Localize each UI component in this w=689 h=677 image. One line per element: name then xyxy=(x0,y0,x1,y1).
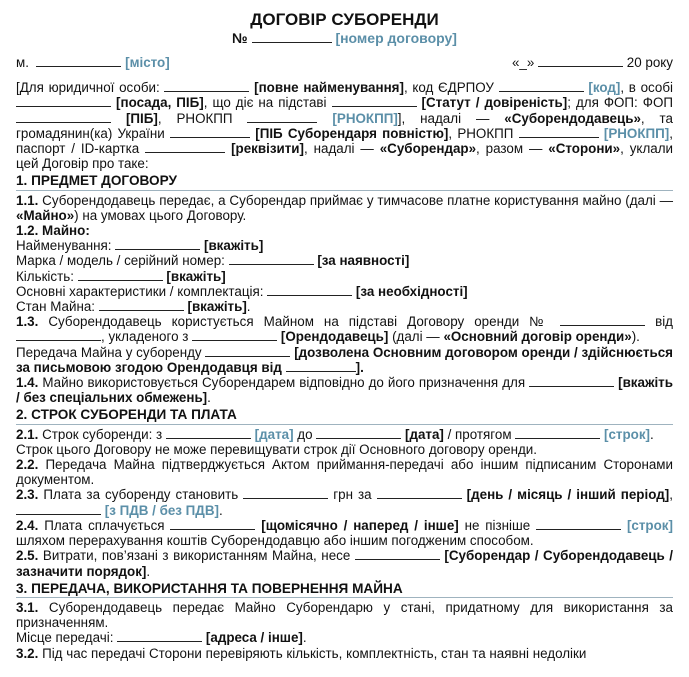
field-placeholder: [адреса / інше] xyxy=(205,630,303,646)
field-label: Стан Майна: xyxy=(16,299,96,315)
placeholder-term: [строк] xyxy=(604,426,650,442)
date-day: «_» xyxy=(511,55,535,70)
city-blank[interactable] xyxy=(36,55,121,67)
clause-text: , укладеного з xyxy=(101,329,189,345)
blank[interactable] xyxy=(145,141,225,153)
blank[interactable] xyxy=(78,269,163,281)
blank[interactable] xyxy=(529,375,614,387)
blank[interactable] xyxy=(247,111,317,123)
clause-text: Плата за суборенду становить xyxy=(43,487,239,503)
blank[interactable] xyxy=(515,427,600,439)
blank[interactable] xyxy=(267,284,352,296)
clause-1-1 xyxy=(16,193,673,223)
property-spec-row xyxy=(16,284,673,299)
intro-text: , надалі — xyxy=(303,141,374,157)
clause-text: Передача Майна у суборенду xyxy=(16,344,202,360)
clause-text: Під час передачі Сторони перевіряють кількість, комплектність, стан та наявні недоліки xyxy=(42,645,587,661)
field-label: Марка / модель / серійний номер: xyxy=(16,253,225,269)
intro-text: , паспорт / ID-картка xyxy=(16,125,673,157)
placeholder-subtenant-name: [ПІБ Суборендаря повністю] xyxy=(255,125,449,141)
blank[interactable] xyxy=(499,80,584,92)
clause-2-1: 2.1. Строк суборенди: з [дата] до [дата] / протягом [строк]. xyxy=(16,426,654,442)
clause-text: Плата сплачується xyxy=(44,517,165,533)
blank[interactable] xyxy=(99,299,184,311)
blank[interactable] xyxy=(519,126,599,138)
clause-number: 1.3. xyxy=(16,314,39,330)
intro-text: ; для ФОП: ФОП xyxy=(567,95,673,111)
field-placeholder: [вкажіть] xyxy=(166,268,226,284)
blank[interactable] xyxy=(316,427,401,439)
placeholder-rnokpp: [РНОКПП] xyxy=(332,110,398,126)
section-heading: 2. СТРОК СУБОРЕНДИ ТА ПЛАТА xyxy=(16,407,673,424)
property-model-row xyxy=(16,253,673,268)
blank[interactable] xyxy=(229,253,314,265)
clause-2-4 xyxy=(16,518,673,548)
intro-text: , код ЄДРПОУ xyxy=(403,80,494,96)
clause-text: Строк суборенди: з xyxy=(42,426,163,442)
placeholder-code: [код] xyxy=(588,80,621,96)
field-label: Місце передачі: xyxy=(16,630,114,646)
blank[interactable] xyxy=(164,80,249,92)
party-sublessor: «Суборендодавець» xyxy=(504,110,641,126)
placeholder-position: [посада, ПІБ] xyxy=(116,95,204,111)
intro-text: , РНОКПП xyxy=(157,110,233,126)
placeholder-permission: [дозволена Основним договором оренди / здійснюється за письмовою згодою Орендодавця від xyxy=(16,344,673,375)
placeholder-full-name: [повне найменування] xyxy=(254,80,404,96)
place-date-row xyxy=(16,55,673,70)
clause-text: Суборендодавець передає, а Суборендар приймає у тимчасове платне користування майно (далі — xyxy=(42,192,673,208)
intro-text: ], надалі — xyxy=(397,110,490,126)
blank[interactable] xyxy=(170,126,250,138)
blank[interactable] xyxy=(560,314,645,326)
section-heading: 1. ПРЕДМЕТ ДОГОВОРУ xyxy=(16,173,673,190)
clause-text: Суборендодавець передає Майно Суборендарю у стані, придатному для використання за призначенням. xyxy=(16,599,673,631)
intro-text: , уклали цей Договір про таке: xyxy=(16,141,673,172)
placeholder-period: [день / місяць / інший період] xyxy=(466,487,670,503)
clause-number: 3.1. xyxy=(16,599,39,615)
blank[interactable] xyxy=(355,548,440,560)
date-field xyxy=(512,55,673,70)
intro-text: , разом — xyxy=(476,141,543,157)
blank[interactable] xyxy=(166,427,251,439)
clause-text: від xyxy=(655,314,673,330)
blank[interactable] xyxy=(16,95,111,107)
blank[interactable] xyxy=(377,487,462,499)
clause-2-3: 2.3. Плата за суборенду становить грн за [день / місяць / інший період], [з ПДВ / без ПДВ]. xyxy=(16,487,673,518)
intro-text: , та громадянин(ка) України xyxy=(16,110,673,141)
city-label: м. xyxy=(16,55,29,70)
clause-text: (далі — xyxy=(392,329,440,345)
party-subtenant: «Суборендар» xyxy=(379,141,477,157)
clause-3-2 xyxy=(16,646,673,661)
number-blank[interactable] xyxy=(252,31,332,43)
clause-number: 2.1. xyxy=(16,426,39,442)
clause-text: ) на умовах цього Договору. xyxy=(74,207,247,223)
date-year: 20 року xyxy=(626,55,673,70)
blank[interactable] xyxy=(205,345,290,357)
clause-number: 2.2. xyxy=(16,457,39,473)
term-note: Строк цього Договору не може перевищувати строк дії Основного договору оренди. xyxy=(16,441,538,457)
blank[interactable] xyxy=(170,518,255,530)
clause-text: грн за xyxy=(333,487,372,503)
field-label: Найменування: xyxy=(16,238,112,254)
placeholder-vat: [з ПДВ / без ПДВ] xyxy=(104,502,219,518)
clause-3-1 xyxy=(16,600,673,630)
field-label: Кількість: xyxy=(16,268,74,284)
clause-text: Витрати, пов’язані з використанням Майна, несе xyxy=(42,548,351,564)
clause-text: Суборендодавець користується Майном на підставі Договору оренди № xyxy=(48,314,550,330)
placeholder-expenses: [Суборендар / Суборендодавець / зазначити порядок] xyxy=(16,548,673,579)
field-label: Основні характеристики / комплектація: xyxy=(16,283,264,299)
clause-text: шляхом перерахування коштів Суборендодавцю або іншим погодженим способом. xyxy=(16,533,534,549)
term-property: «Майно» xyxy=(16,207,75,223)
date-blank[interactable] xyxy=(538,55,623,67)
section-heading: 3. ПЕРЕДАЧА, ВИКОРИСТАННЯ ТА ПОВЕРНЕННЯ МАЙНА xyxy=(16,581,673,598)
parties-term: «Сторони» xyxy=(548,141,621,157)
clause-number: 3.2. xyxy=(16,645,39,661)
city-placeholder: [місто] xyxy=(125,55,170,70)
placeholder-basis: [Статут / довіреність] xyxy=(421,95,568,111)
blank[interactable] xyxy=(16,503,101,515)
placeholder-lessor: [Орендодавець] xyxy=(280,329,389,345)
blank[interactable] xyxy=(192,329,277,341)
clause-2-2 xyxy=(16,457,673,487)
clause-text: ). xyxy=(631,329,640,345)
clause-number: 1.4. xyxy=(16,375,39,391)
field-placeholder: [за необхідності] xyxy=(355,283,468,299)
clause-number: 2.5. xyxy=(16,548,39,564)
placeholder-pib: [ПІБ] xyxy=(125,110,158,126)
field-placeholder: [вкажіть] xyxy=(203,238,264,254)
clause-number: 2.3. xyxy=(16,487,39,503)
placeholder-date: [дата] xyxy=(254,426,294,442)
intro-text: , в особі xyxy=(620,80,673,96)
blank[interactable] xyxy=(117,630,202,642)
intro-text: , що діє на підставі xyxy=(203,95,327,111)
placeholder-purpose: [вкажіть / без спеціальних обмежень] xyxy=(16,375,673,406)
clause-1-4: 1.4. Майно використовується Суборендарем відповідно до його призначення для [вкажіть / без спеціальних обмежень]. xyxy=(16,375,673,406)
document-title: ДОГОВІР СУБОРЕНДИ xyxy=(250,10,439,29)
property-state-row: Стан Майна: [вкажіть]. xyxy=(16,299,251,315)
placeholder-schedule: [щомісячно / наперед / інше] xyxy=(261,517,459,533)
clause-number: 1.1. xyxy=(16,192,39,208)
placeholder-date: [дата] xyxy=(405,426,444,442)
transfer-paragraph xyxy=(16,345,673,375)
field-placeholder: [за наявності] xyxy=(317,253,410,269)
blank[interactable] xyxy=(243,487,328,499)
clause-text: Передача Майна підтверджується Актом приймання-передачі або іншим підписаним Сторонами документом. xyxy=(16,457,673,488)
blank[interactable] xyxy=(115,238,200,250)
clause-text: не пізніше xyxy=(464,517,531,533)
contract-number xyxy=(16,30,673,47)
blank[interactable] xyxy=(16,111,111,123)
placeholder-deadline: [строк] xyxy=(626,517,673,533)
clause-text: Майно використовується Суборендарем відповідно до його призначення для xyxy=(42,375,526,391)
placeholder-requisites: [реквізити] xyxy=(231,141,304,157)
number-placeholder: [номер договору] xyxy=(335,30,457,46)
clause-1-2-heading: 1.2. Майно: xyxy=(16,223,90,239)
property-name-row xyxy=(16,238,673,253)
clause-2-5: 2.5. Витрати, пов’язані з використанням Майна, несе [Суборендар / Суборендодавець / зазначити порядок]. xyxy=(16,548,673,579)
clause-1-3 xyxy=(16,314,673,344)
clause-text: ]. xyxy=(355,359,364,375)
intro-text: [Для юридичної особи: xyxy=(16,80,160,96)
city-field xyxy=(16,55,170,70)
blank[interactable] xyxy=(286,360,356,372)
number-label: № xyxy=(232,30,248,46)
blank[interactable] xyxy=(332,95,417,107)
handover-place-row: Місце передачі: [адреса / інше]. xyxy=(16,630,307,646)
clause-text: до xyxy=(297,426,313,442)
property-qty-row xyxy=(16,269,673,284)
placeholder-rnokpp: [РНОКПП] xyxy=(603,125,670,141)
clause-text: / протягом xyxy=(447,426,512,442)
parties-paragraph xyxy=(16,80,673,171)
blank[interactable] xyxy=(536,518,621,530)
intro-text: , РНОКПП xyxy=(448,125,514,141)
term-main-lease: «Основний договір оренди» xyxy=(443,329,632,345)
blank[interactable] xyxy=(16,329,101,341)
clause-number: 2.4. xyxy=(16,517,39,533)
field-placeholder: [вкажіть] xyxy=(187,299,247,315)
